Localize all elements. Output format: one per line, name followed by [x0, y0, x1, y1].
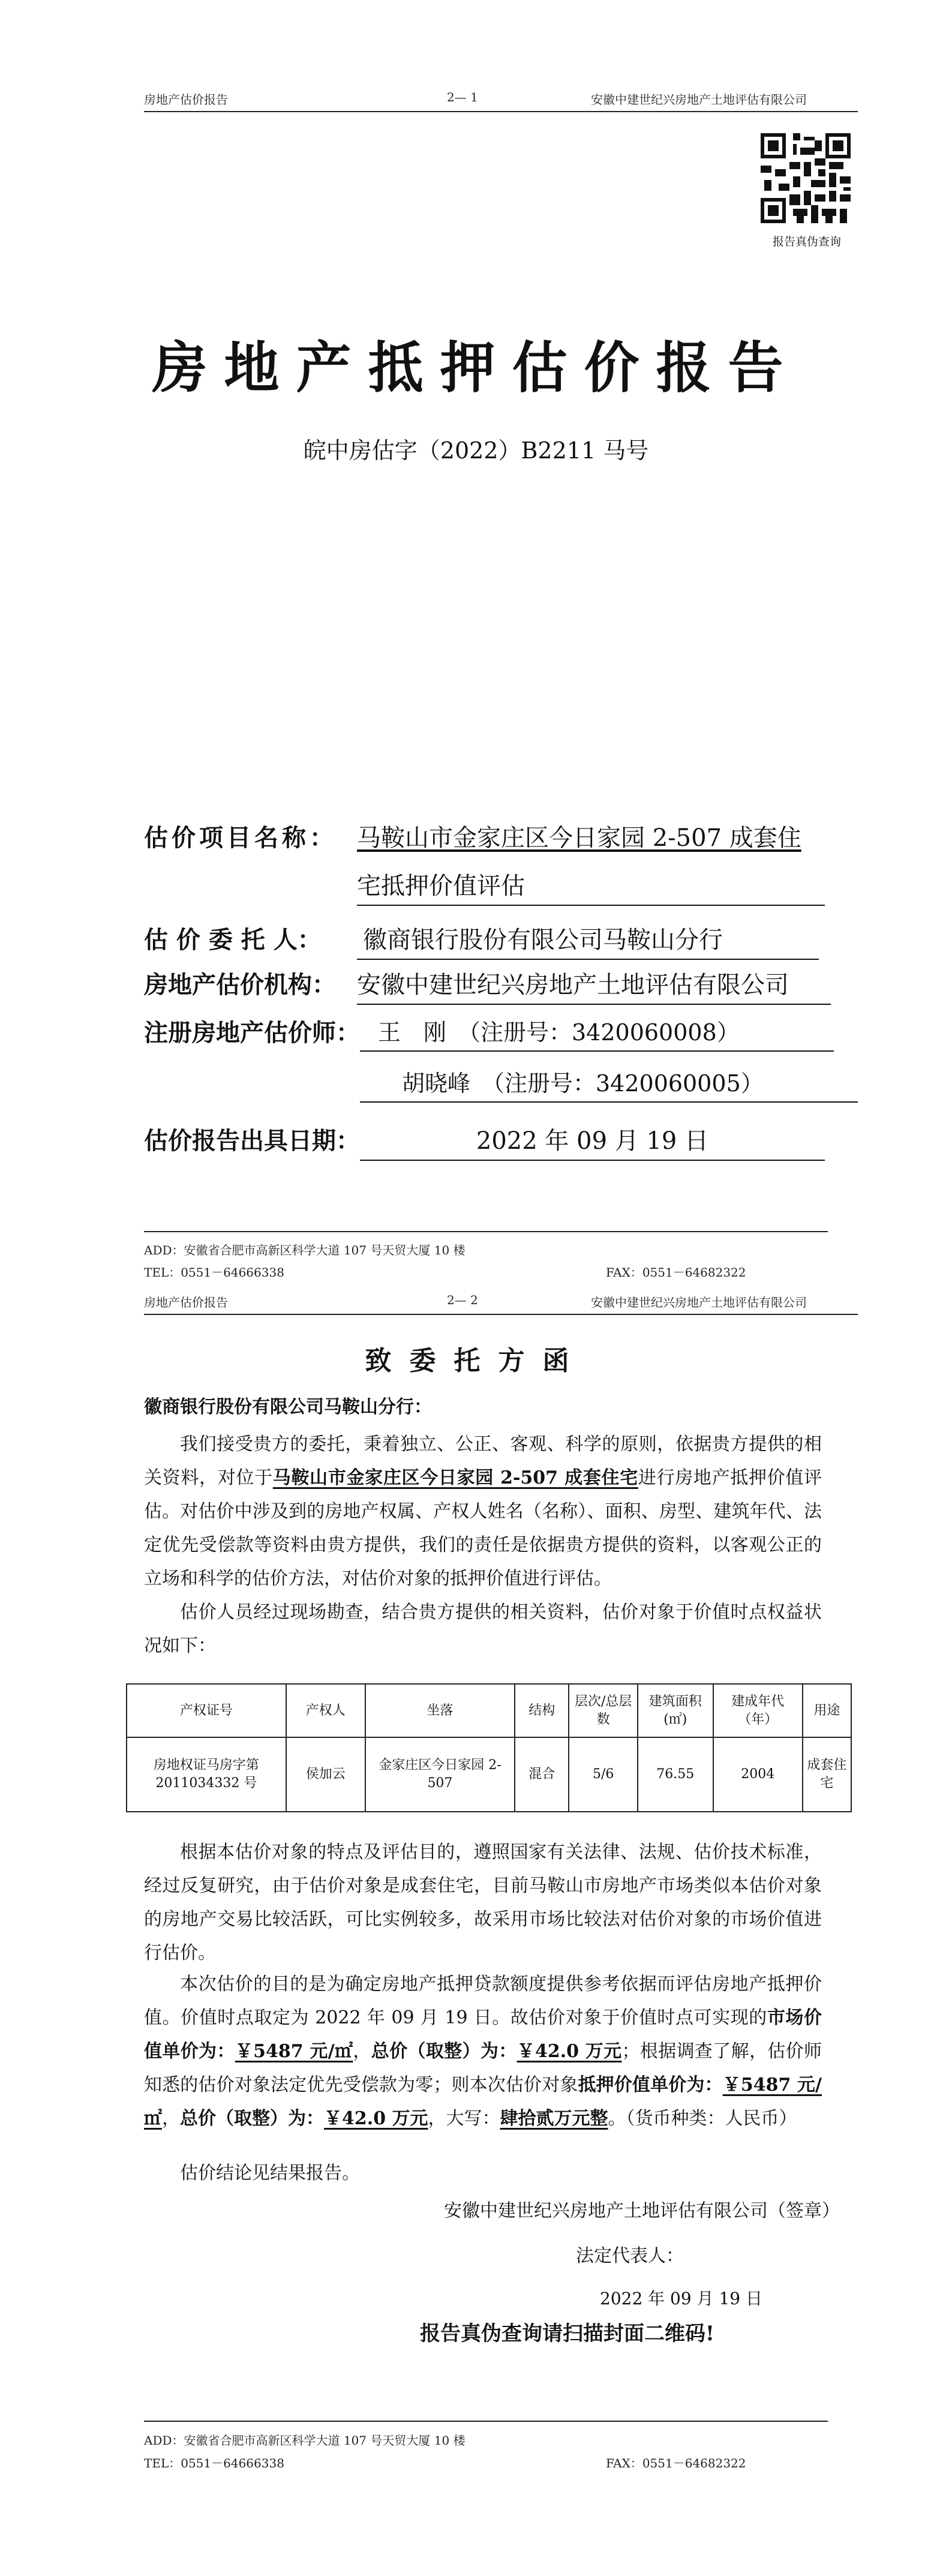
- letter-paragraph-2: 估价人员经过现场勘查，结合贵方提供的相关资料，估价对象于价值时点权益状况如下：: [144, 1602, 822, 1656]
- sign-company: 安徽中建世纪兴房地产土地评估有限公司（签章）: [444, 2200, 840, 2221]
- footer-address: ADD：安徽省合肥市高新区科学大道 107 号天贸大厦 10 楼: [144, 1243, 466, 1257]
- property-table: [126, 1683, 852, 1812]
- project-label: 估价项目名称：: [144, 824, 337, 852]
- date-value: 2022 年 09 月 19 日: [360, 1122, 825, 1161]
- header-rule: [144, 1314, 858, 1315]
- footer-fax: FAX：0551－64682322: [606, 1265, 746, 1280]
- footer-address: ADD：安徽省合肥市高新区科学大道 107 号天贸大厦 10 楼: [144, 2433, 466, 2448]
- header-page-number: 2— 2: [447, 1293, 478, 1307]
- letter-addressee: 徽商银行股份有限公司马鞍山分行：: [144, 1397, 432, 1418]
- qr-code-icon[interactable]: [761, 133, 851, 223]
- table-header-row: 产权证号 产权人 坐落 结构 层次/总层数 建筑面积(㎡) 建成年代（年） 用途: [127, 1684, 851, 1737]
- header-right: 安徽中建世纪兴房地产土地评估有限公司: [591, 92, 807, 107]
- header-left: 房地产估价报告: [144, 1295, 228, 1310]
- date-label: 估价报告出具日期：: [144, 1127, 360, 1155]
- footer-tel: TEL：0551－64666338: [144, 1265, 284, 1280]
- letter-title: 致委托方函: [365, 1346, 587, 1376]
- verify-notice: 报告真伪查询请扫描封面二维码!: [420, 2322, 714, 2346]
- report-number: 皖中房估字（2022）B2211 马号: [303, 437, 649, 464]
- table-row: 房地权证马房字第 2011034332 号 侯加云 金家庄区今日家园 2-507 混合 5/6 76.55 2004 成套住宅: [127, 1737, 851, 1812]
- letter-paragraph-1: 我们接受贵方的委托，秉着独立、公正、客观、科学的原则，依据贵方提供的相关资料，对位于马鞍山市金家庄区今日家园 2-507 成套住宅进行房地产抵押价值评估。对估价中涉及到的房地产权属、产权人姓名（名称）、面积、房型、建筑年代、法定优先受偿款等资料由贵方提供，我们的责任是依据贵方提供的资料，以客观公正的立场和科学的估价方法，对估价对象的抵押价值进行评估。: [144, 1434, 822, 1589]
- sign-representative: 法定代表人：: [576, 2245, 684, 2266]
- agency-label: 房地产估价机构：: [144, 971, 336, 999]
- appraiser-2: 胡晓峰 （注册号：3420060005）: [360, 1065, 858, 1103]
- footer-fax: FAX：0551－64682322: [606, 2456, 746, 2470]
- footer-tel: TEL：0551－64666338: [144, 2456, 284, 2470]
- appraiser-1: 王 刚 （注册号：3420060008）: [360, 1014, 834, 1052]
- client-value: 徽商银行股份有限公司马鞍山分行: [357, 921, 819, 960]
- header-right: 安徽中建世纪兴房地产土地评估有限公司: [591, 1295, 807, 1310]
- header-rule: [144, 111, 858, 112]
- agency-value: 安徽中建世纪兴房地产土地评估有限公司: [357, 966, 831, 1005]
- appraiser-label: 注册房地产估价师：: [144, 1019, 360, 1047]
- header-page-number: 2— 1: [447, 90, 478, 104]
- header-left: 房地产估价报告: [144, 92, 228, 107]
- footer-rule: [144, 2421, 828, 2422]
- letter-paragraph-5: 估价结论见结果报告。: [180, 2163, 360, 2184]
- letter-paragraph-4: 本次估价的目的是为确定房地产抵押贷款额度提供参考依据而评估房地产抵押价值。价值时点取定为 2022 年 09 月 19 日。故估价对象于价值时点可实现的市场价值单价为：￥5487 元/㎡，总价（取整）为：￥42.0 万元；根据调查了解，估价师知悉的估价对象法定优先受偿款为零；则本次估价对象抵押价值单价为：￥5487 元/㎡，总价（取整）为：￥42.0 万元，大写：肆拾贰万元整。（货币种类：人民币）: [144, 1974, 822, 2129]
- sign-date: 2022 年 09 月 19 日: [600, 2289, 763, 2308]
- footer-rule: [144, 1231, 828, 1232]
- project-line-1: 马鞍山市金家庄区今日家园 2-507 成套住: [357, 824, 801, 852]
- project-line-2: 宅抵押价值评估: [357, 867, 825, 906]
- client-label: 估 价 委 托 人：: [144, 926, 322, 954]
- qr-caption: 报告真伪查询: [772, 235, 841, 248]
- letter-paragraph-3: 根据本估价对象的特点及评估目的，遵照国家有关法律、法规、估价技术标准，经过反复研究，由于估价对象是成套住宅，目前马鞍山市房地产市场类似本估价对象的房地产交易比较活跃，可比实例较多，故采用市场比较法对估价对象的市场价值进行估价。: [144, 1842, 822, 1963]
- report-title: 房地产抵押估价报告: [152, 335, 800, 400]
